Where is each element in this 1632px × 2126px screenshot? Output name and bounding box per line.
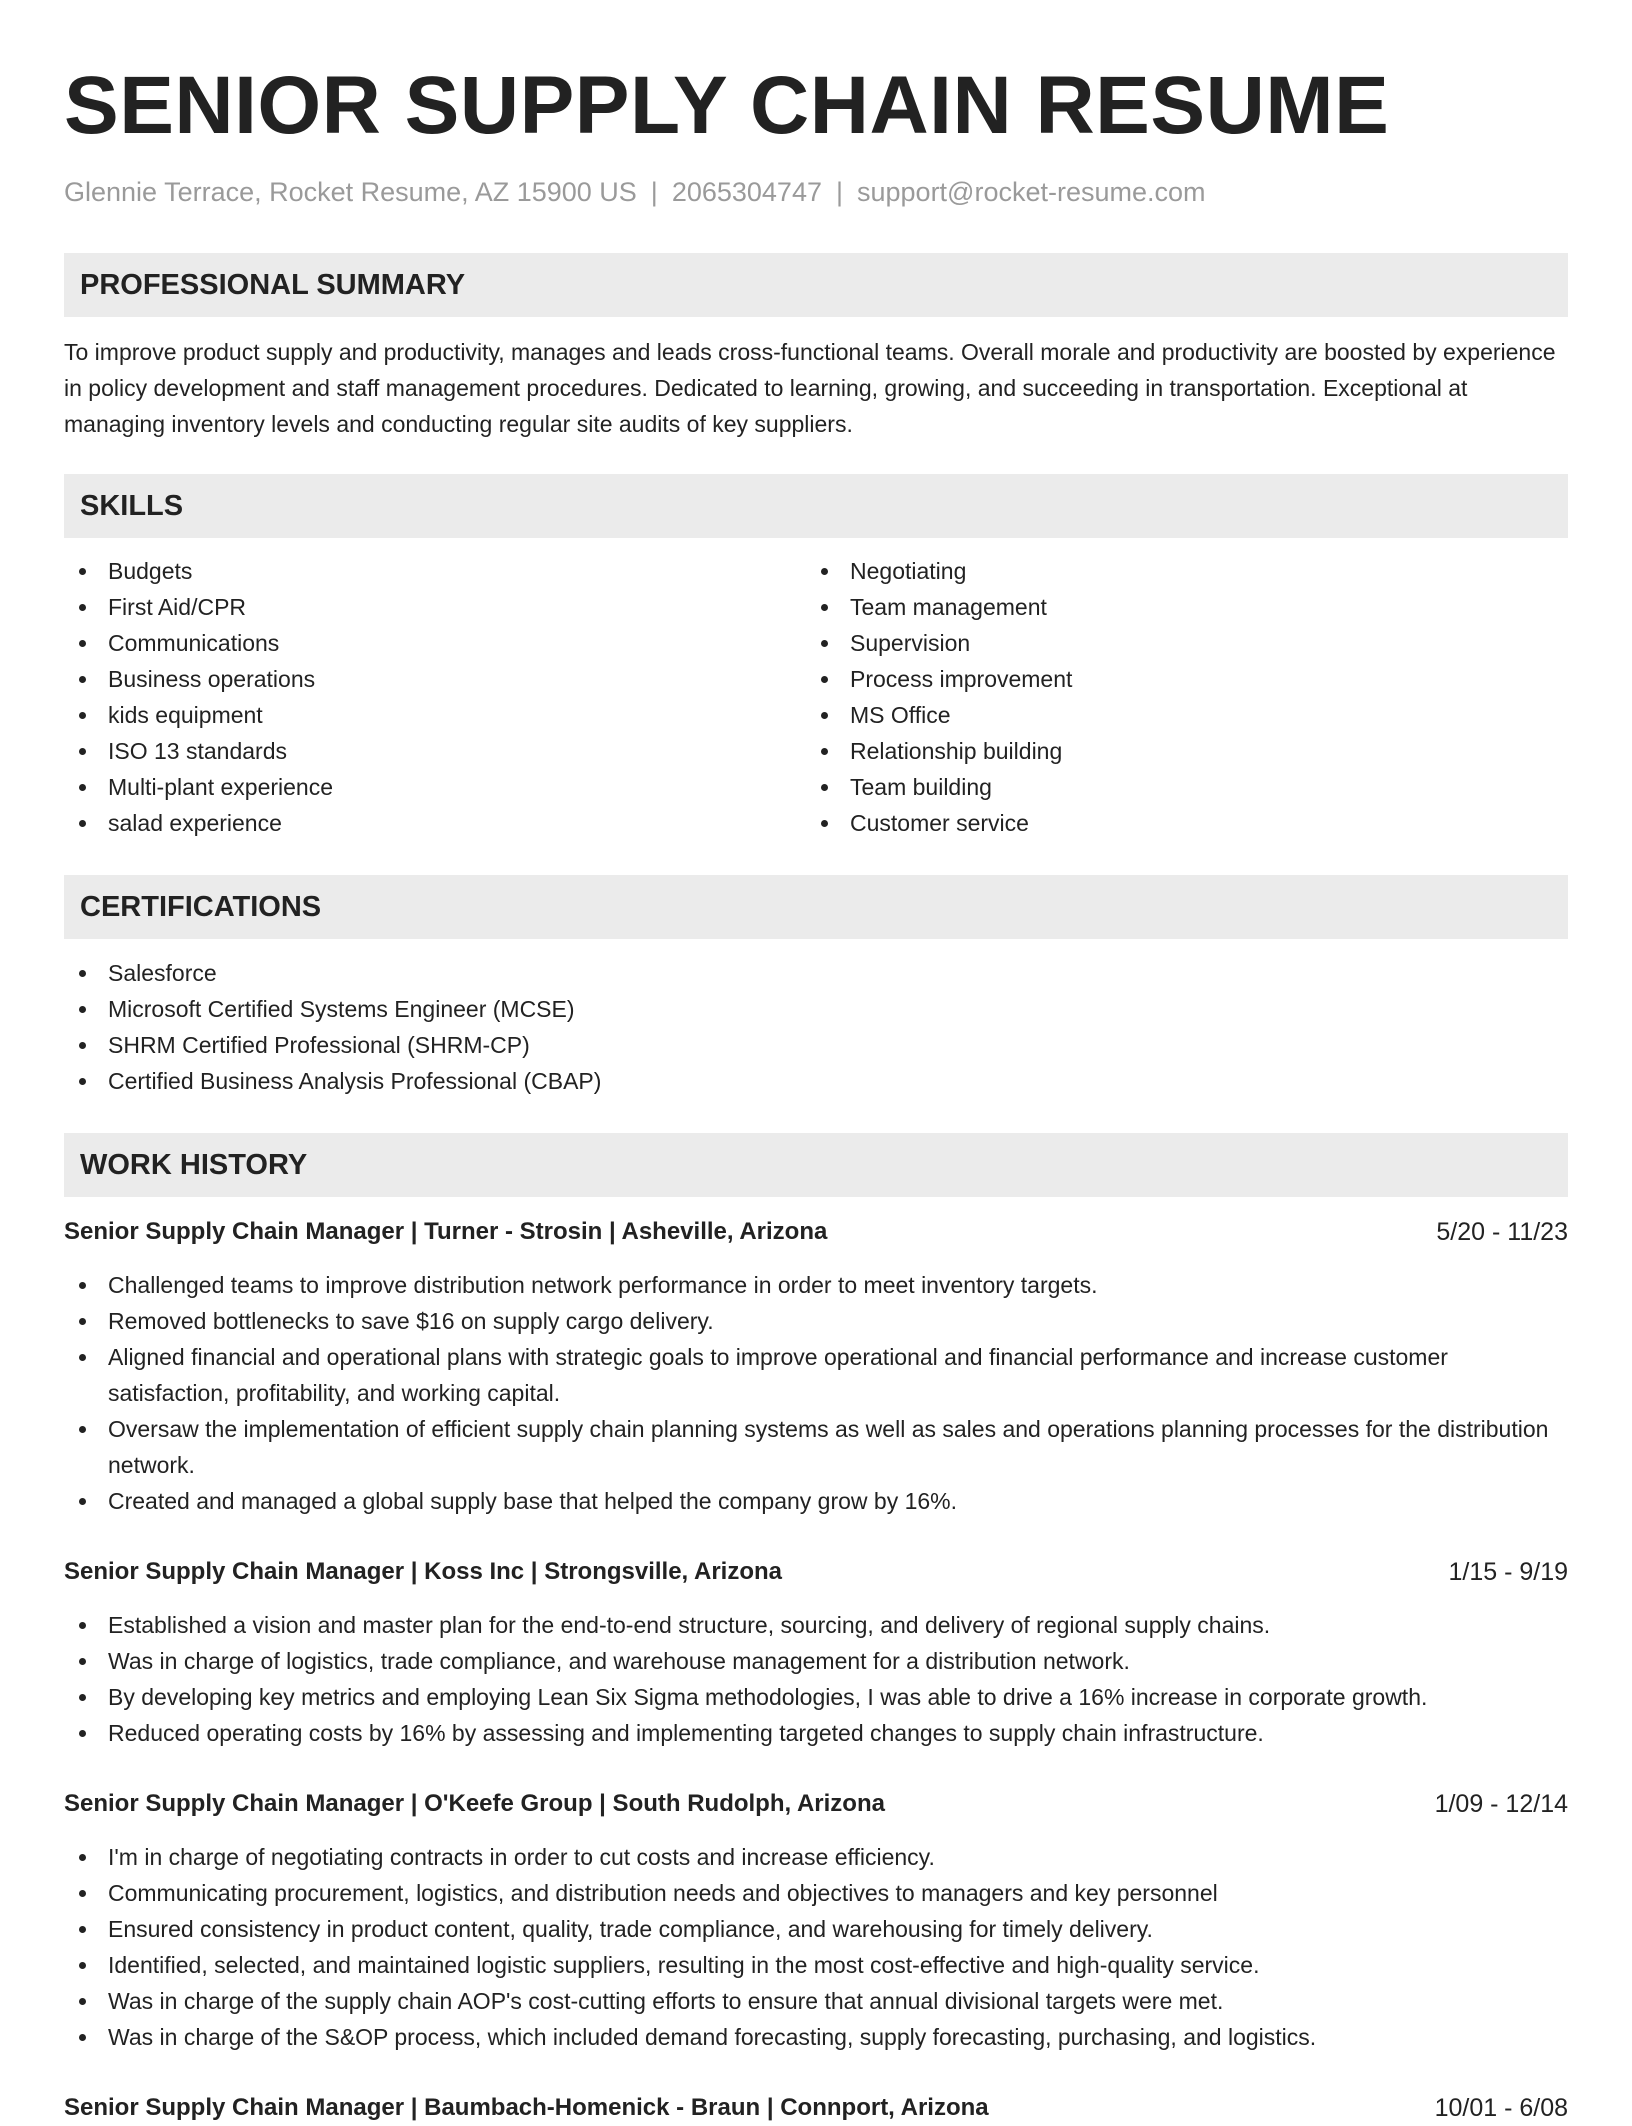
job-bullets (64, 1607, 1568, 1751)
list-item: Relationship building (806, 733, 1566, 769)
job-bullets (64, 1839, 1568, 2055)
contact-phone: 2065304747 (671, 177, 822, 207)
job-dates: 5/20 - 11/23 (1436, 1218, 1568, 1246)
contact-address: Glennie Terrace, Rocket Resume, AZ 15900 US (64, 177, 637, 207)
list-item: Oversaw the implementation of efficient supply chain planning systems as well as sales and operations planning processes for the distribution network. (64, 1411, 1568, 1483)
skills-list-left (64, 553, 804, 841)
list-item: Microsoft Certified Systems Engineer (MCSE) (64, 991, 1568, 1027)
section-heading-work-history: WORK HISTORY (64, 1133, 1568, 1197)
list-item: Communications (64, 625, 804, 661)
job-title: Senior Supply Chain Manager | Koss Inc | Strongsville, Arizona (64, 1558, 783, 1585)
list-item: Budgets (64, 553, 804, 589)
list-item: Process improvement (806, 661, 1566, 697)
list-item: salad experience (64, 805, 804, 841)
skills-list-right (806, 553, 1566, 841)
list-item: Certified Business Analysis Professional (CBAP) (64, 1063, 1568, 1099)
list-item: Communicating procurement, logistics, and distribution needs and objectives to managers and key personnel (64, 1875, 1568, 1911)
job-bullets (64, 1267, 1568, 1519)
list-item: Removed bottlenecks to save $16 on supply cargo delivery. (64, 1303, 1568, 1339)
list-item: Negotiating (806, 553, 1566, 589)
list-item: Salesforce (64, 955, 1568, 991)
job-header (64, 2090, 1568, 2126)
section-heading-skills: SKILLS (64, 474, 1568, 538)
list-item: Was in charge of the supply chain AOP's cost-cutting efforts to ensure that annual divisional targets were met. (64, 1983, 1568, 2019)
contact-separator: | (650, 177, 658, 207)
list-item: Was in charge of logistics, trade compliance, and warehouse management for a distribution network. (64, 1643, 1568, 1679)
list-item: Identified, selected, and maintained logistic suppliers, resulting in the most cost-effective and high-quality service. (64, 1947, 1568, 1983)
list-item: First Aid/CPR (64, 589, 804, 625)
job-dates: 1/15 - 9/19 (1448, 1558, 1568, 1586)
list-item: I'm in charge of negotiating contracts in order to cut costs and increase efficiency. (64, 1839, 1568, 1875)
summary-text: To improve product supply and productivity, manages and leads cross-functional teams. Overall morale and productivity are boosted by experience in policy development and staff management procedures. Dedicated to learning, growing, and succeeding in transportation. Exceptional at managing inventory levels and conducting regular site audits of key suppliers. (64, 339, 1556, 437)
list-item: Team building (806, 769, 1566, 805)
contact-line (64, 174, 1568, 210)
section-heading-certifications: CERTIFICATIONS (64, 875, 1568, 939)
list-item: Business operations (64, 661, 804, 697)
list-item: Ensured consistency in product content, quality, trade compliance, and warehousing for timely delivery. (64, 1911, 1568, 1947)
list-item: SHRM Certified Professional (SHRM-CP) (64, 1027, 1568, 1063)
list-item: Multi-plant experience (64, 769, 804, 805)
job-dates: 1/09 - 12/14 (1434, 1790, 1568, 1818)
resume-page (64, 0, 1568, 2122)
list-item: By developing key metrics and employing Lean Six Sigma methodologies, I was able to drive a 16% increase in corporate growth. (64, 1679, 1568, 1715)
list-item: Customer service (806, 805, 1566, 841)
job-title: Senior Supply Chain Manager | Baumbach-Homenick - Braun | Connport, Arizona (64, 2094, 989, 2121)
contact-separator: | (835, 177, 843, 207)
list-item: ISO 13 standards (64, 733, 804, 769)
list-item: MS Office (806, 697, 1566, 733)
list-item: Reduced operating costs by 16% by assessing and implementing targeted changes to supply chain infrastructure. (64, 1715, 1568, 1751)
certifications-list (64, 955, 1568, 1099)
list-item: Aligned financial and operational plans with strategic goals to improve operational and financial performance and increase customer satisfaction, profitability, and working capital. (64, 1339, 1568, 1411)
section-heading-summary: PROFESSIONAL SUMMARY (64, 253, 1568, 317)
job-header (64, 1554, 1568, 1590)
job-title: Senior Supply Chain Manager | O'Keefe Group | South Rudolph, Arizona (64, 1790, 885, 1817)
page-title: SENIOR SUPPLY CHAIN RESUME (64, 60, 1390, 151)
job-title: Senior Supply Chain Manager | Turner - Strosin | Asheville, Arizona (64, 1218, 828, 1245)
job-dates: 10/01 - 6/08 (1434, 2094, 1568, 2122)
list-item: Supervision (806, 625, 1566, 661)
list-item: Team management (806, 589, 1566, 625)
job-header (64, 1214, 1568, 1250)
list-item: Was in charge of the S&OP process, which included demand forecasting, supply forecasting, purchasing, and logistics. (64, 2019, 1568, 2055)
list-item: kids equipment (64, 697, 804, 733)
list-item: Challenged teams to improve distribution network performance in order to meet inventory targets. (64, 1267, 1568, 1303)
list-item: Created and managed a global supply base that helped the company grow by 16%. (64, 1483, 1568, 1519)
contact-email: support@rocket-resume.com (857, 177, 1206, 207)
list-item: Established a vision and master plan for the end-to-end structure, sourcing, and delivery of regional supply chains. (64, 1607, 1568, 1643)
job-header (64, 1786, 1568, 1822)
